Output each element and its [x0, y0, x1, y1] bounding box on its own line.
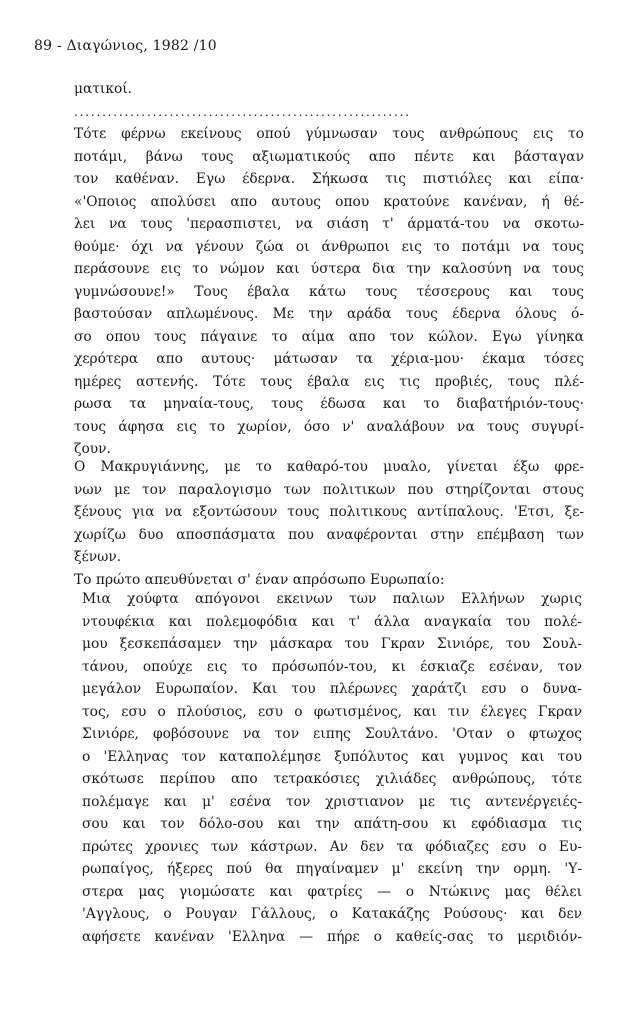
quote2-line: πρώτες χρονιες των κάστρων. Αν δεν τα φόδιαζες εσυ ο Ευ- — [82, 838, 582, 855]
body-line: Το πρώτο απευθύνεται σ' έναν απρόσωπο Ευρωπαίο: — [74, 571, 445, 588]
quote2-line: σου και τον δόλο-σου και την απάτη-σου κι εφόδιασμα τις — [82, 816, 582, 832]
quote2-line: ντουφέκια και πολεμοφόδια και τ' άλλα αναγκαία του πολέ- — [82, 613, 582, 630]
running-header: 89 - Διαγώνιος, 1982 /10 — [34, 38, 217, 54]
quote1-line: χερότερα απο αυτους· μάτωσαν τα χέρια-μου· έκαμα τόσες — [74, 351, 584, 367]
quote1-line: βαστούσαν απλωμένους. Με την αράδα τους έδερνα όλους ό- — [74, 306, 584, 322]
quote1-line: λει να τους 'περασπιστει, να σιάση τ' άρματά-του να σκοτω- — [74, 216, 584, 232]
quote1-line: τον καθέναν. Εγω έδερνα. Σήκωσα τις πιστιόλες και είπα· — [74, 171, 584, 187]
quote2-line: Σινιόρε, φοβόσουνε να τον ειπης Σουλτάνο. 'Οταν ο φτωχος — [82, 726, 582, 742]
quote1-line: περάσουνε εις το νώμον και ύστερα δια την καλοσύνη να τους — [74, 261, 584, 277]
ellipsis-separator: ............................................................ — [74, 104, 411, 119]
quote1-line: ποτάμι, βάνω τους αξιωματικούς απο πέντε και βάσταγαν — [74, 148, 584, 165]
body-line: ξένων. — [74, 549, 122, 565]
quote1-line: σο οπου τους πάγαινε το αίμα απο τον κώλον. Εγω γίνηκα — [74, 328, 584, 345]
lead-line: ματικοί. — [74, 81, 133, 97]
quote2-line: ρωπαίγος, ήξερες πού θα πηγαίναμεν μ' εκείνη την ορμη. 'Υ- — [82, 861, 582, 877]
quote-block-2 — [82, 588, 582, 948]
quote2-line: σκότωσε περίπου απο τετρακόσιες χιλιάδες ανθρώπους, τότε — [82, 771, 582, 787]
quote2-line: τος, εσυ ο πλούσιος, εσυ ο φωτισμένος, και τιν έλεγες Γκραν — [82, 703, 582, 720]
quote1-line: Τότε φέρνω εκείνους οπού γύμνωσαν τους ανθρώπους εις το — [74, 126, 584, 142]
body-line: νων με τον παραλογισμο των πολιτικων που στηρίζονται στους — [74, 481, 584, 498]
quote2-line: στερα μας γιομώσατε και φατρίες — ο Ντώκινς μας θέλει — [82, 883, 582, 900]
quote2-line: πολέμαγε και μ' εσένα τον χριστιανον με τις αντενέργειές- — [82, 793, 582, 810]
body-line: ξένους για να εξοντώσουν τους πολιτικους αντίπαλους. 'Ετσι, ξε- — [74, 504, 584, 520]
quote1-line: γυμνώσουνε!» Τους έβαλα κάτω τους τέσσερους και τους — [74, 283, 584, 300]
quote1-line: ζουν. — [74, 441, 111, 457]
quote-block-1 — [74, 78, 584, 461]
quote2-line: μου ξεσκεπάσαμεν την μάσκαρα του Γκραν Σινιόρε, του Σουλ- — [82, 636, 582, 652]
quote2-line: ο 'Ελληνας τον καταπολέμησε ξυπόλυτος και γυμνος και του — [82, 748, 582, 765]
body-line: Ο Μακρυγιάννης, με το καθαρό-του μυαλο, γίνεται έξω φρε- — [74, 459, 584, 475]
quote1-line: τους άφησα εις το χωρίον, όσο ν' αναλάβουν να τους συγυρί- — [74, 418, 584, 435]
body-line: χωρίζω δυο αποσπάσματα που αναφέρονται στην επέμβαση των — [74, 526, 584, 543]
quote1-line: «'Οποιος απολύσει απο αυτους οπου κρατούνε κανέναν, ή θέ- — [74, 193, 584, 210]
quote1-line: θούμε· όχι να γένουν ζώα οι άνθρωποι εις το ποτάμι να τους — [74, 238, 584, 255]
quote2-line: 'Αγγλους, ο Ρουγαν Γάλλους, ο Κατακάζης Ρούσους· και δεν — [82, 906, 582, 922]
quote1-line: ρωσα τα μηναία-τους, τους έδωσα και το διαβατήριόν-τους· — [74, 396, 584, 412]
quote1-line: ημέρες αστενής. Τότε τους έβαλα εις τις προβιές, τους πλέ- — [74, 373, 584, 390]
quote2-line: τάνου, οπούχε εις το πρόσωπόν-του, κι έσκιαζε εσέναν, τον — [82, 658, 582, 675]
body-paragraph — [74, 456, 584, 591]
quote2-line: Μια χούφτα απόγονοι εκεινων των παλιων Ελλήνων χωρις — [82, 591, 582, 607]
quote2-line: μεγάλον Ευρωπαίον. Και του πλέρωνες χαράτζι εσυ ο δυνα- — [82, 681, 582, 697]
quote2-line: αφήσετε κανέναν 'Ελληνα — πήρε ο καθείς-σας το μεριδιόν- — [82, 928, 582, 945]
